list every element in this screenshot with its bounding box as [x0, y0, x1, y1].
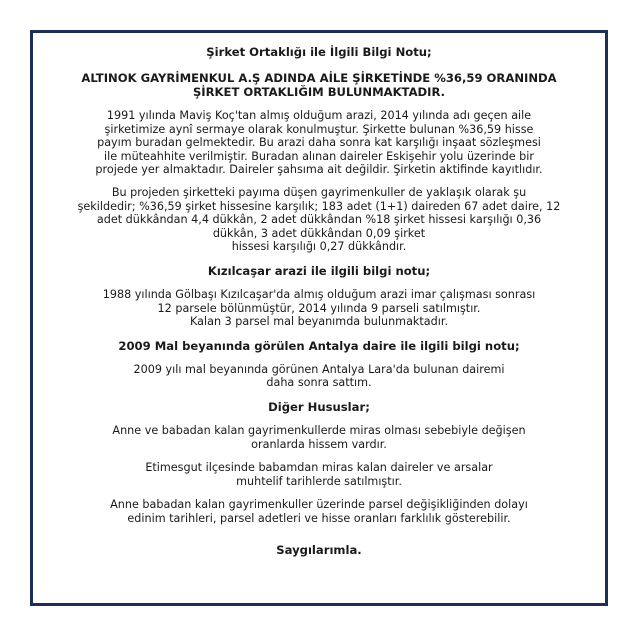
- subtitle-line: ŞİRKET ORTAKLIĞIM BULUNMAKTADIR.: [192, 85, 446, 99]
- paragraph-line: şekildedir; %36,59 şirket hissesine karşılık; 183 adet (1+1) daireden 67 adet daire, 12: [77, 199, 561, 213]
- document-frame: [30, 30, 608, 606]
- paragraph-line: muhtelif tarihlerde satılmıştır.: [236, 474, 402, 488]
- paragraph-line: adet dükkândan 4,4 dükkân, 2 adet dükkândan %18 şirket hissesi karşılığı 0,36: [96, 213, 542, 227]
- paragraph-line: payım buradan gelmektedir. Bu arazi daha sonra kat karşılığı inşaat sözleşmesi: [97, 136, 541, 150]
- paragraph-miras: [47, 424, 591, 451]
- paragraph-line: oranlarda hissem vardır.: [251, 437, 387, 451]
- document-subtitle: [47, 71, 591, 99]
- paragraph-antalya: [47, 363, 591, 390]
- paragraph-line: Etimesgut ilçesinde babamdan miras kalan daireler ve arsalar: [145, 461, 493, 475]
- heading-antalya: 2009 Mal beyanında görülen Antalya daire ile ilgili bilgi notu;: [118, 338, 520, 353]
- document-title: Şirket Ortaklığı ile İlgili Bilgi Notu;: [206, 45, 432, 59]
- heading-diger-hususlar: Diğer Hususlar;: [268, 399, 370, 414]
- paragraph-line: Kalan 3 parsel mal beyanımda bulunmaktadır.: [190, 315, 448, 329]
- paragraph-line: 1988 yılında Gölbaşı Kızılcaşar'da almış olduğum arazi imar çalışması sonrası: [102, 287, 536, 301]
- paragraph-line: Bu projeden şirketteki payıma düşen gayrimenkuller de yaklaşık olarak şu: [111, 185, 527, 199]
- paragraph-sirket-arazi: [47, 109, 591, 177]
- paragraph-proje-paylari: [47, 186, 591, 254]
- paragraph-line: 12 parsele bölünmüştür, 2014 yılında 9 parseli satılmıştır.: [157, 301, 481, 315]
- paragraph-line: şirketimize aynî sermaye olarak konulmuştur. Şirkette bulunan %36,59 hisse: [104, 122, 534, 136]
- paragraph-line: daha sonra sattım.: [266, 376, 372, 390]
- paragraph-line: Anne babadan kalan gayrimenkuller üzerinde parsel değişikliğinden dolayı: [110, 498, 528, 512]
- paragraph-line: hissesi karşılığı 0,27 dükkândır.: [231, 240, 407, 254]
- paragraph-line: 2009 yılı mal beyanında görünen Antalya Lara'da bulunan dairemi: [133, 362, 505, 376]
- paragraph-parsel-degisikligi: [47, 498, 591, 525]
- subtitle-line: ALTINOK GAYRİMENKUL A.Ş ADINDA AİLE ŞİRKETİNDE %36,59 ORANINDA: [81, 71, 557, 85]
- paragraph-line: ile müteahhite verilmiştir. Buradan alınan daireler Eskişehir yolu üzerinde bir: [104, 149, 534, 163]
- paragraph-kizilcasar: [47, 288, 591, 329]
- paragraph-line: edinim tarihleri, parsel adetleri ve hisse oranları farklılık gösterebilir.: [127, 511, 511, 525]
- paragraph-line: projede yer almaktadır. Daireler şahsıma ait değildir. Şirketin aktifinde kayıtlıdır.: [95, 163, 543, 177]
- paragraph-line: 1991 yılında Maviş Koç'tan almış olduğum arazi, 2014 yılında adı geçen aile: [106, 109, 532, 122]
- heading-kizilcasar: Kızılcaşar arazi ile ilgili bilgi notu;: [207, 263, 431, 278]
- paragraph-line: Anne ve babadan kalan gayrimenkullerde miras olması sebebiyle değişen: [112, 423, 526, 437]
- paragraph-etimesgut: [47, 461, 591, 488]
- paragraph-line: dükkân, 3 adet dükkândan 0,09 şirket: [212, 226, 426, 240]
- closing-signoff: Saygılarımla.: [276, 543, 362, 558]
